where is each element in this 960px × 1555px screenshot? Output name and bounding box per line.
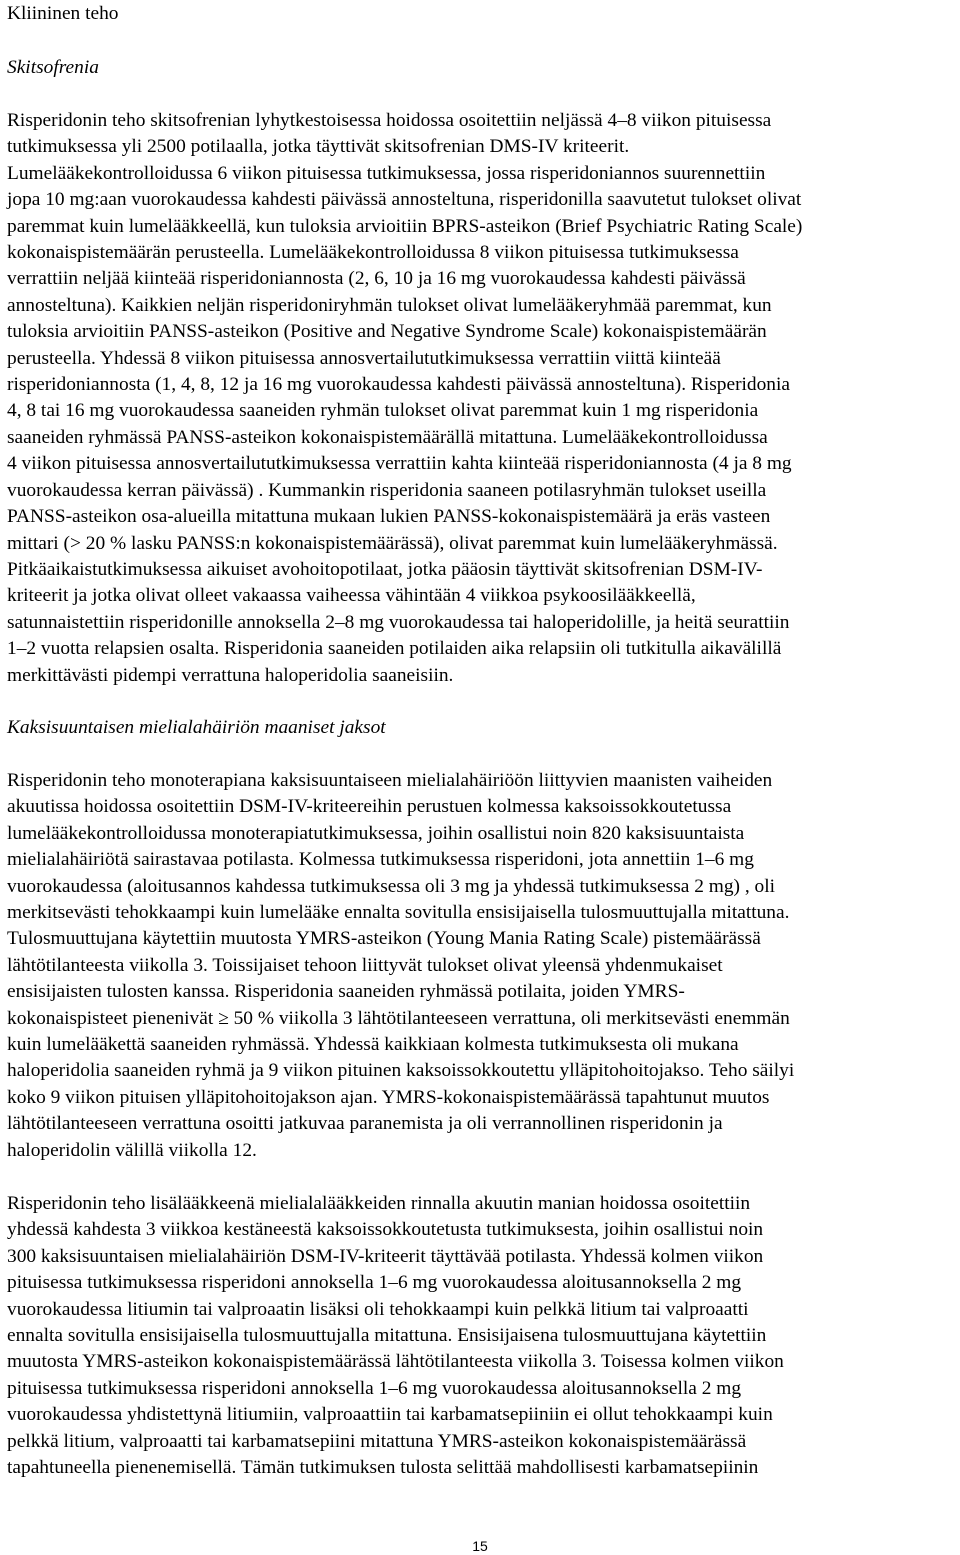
text-line: kriteerit ja jotka olivat olleet vakaassa vaiheessa vähintään 4 viikkoa psykoosilääkkeellä,	[7, 585, 696, 607]
text-line: tutkimuksessa yli 2500 potilaalla, jotka täyttivät skitsofrenian DMS-IV kriteerit.	[7, 136, 630, 158]
text-line: Pitkäaikaistutkimuksessa aikuiset avohoitopotilaat, jotka pääosin täyttivät skitsofrenian DSM-IV-	[7, 558, 763, 580]
text-line: 4 viikon pituisessa annosvertailututkimuksessa verrattiin kahta kiinteää risperidoniannosta (4 ja 8 mg	[7, 453, 792, 475]
text-line: haloperidolin välillä viikolla 12.	[7, 1139, 257, 1161]
text-line: Tulosmuuttujana käytettiin muutosta YMRS-asteikon (Young Mania Rating Scale) pistemäärässä	[7, 928, 761, 950]
text-line: kokonaispistemäärän perusteella. Lumelääkekontrolloidussa 8 viikon pituisessa tutkimuksessa	[7, 242, 739, 264]
page-title: Kliininen teho	[7, 3, 119, 24]
text-line: perusteella. Yhdessä 8 viikon pituisessa annosvertailututkimuksessa verrattiin viittä kiinteää	[7, 347, 721, 369]
text-line: yhdessä kahdesta 3 viikkoa kestäneestä kaksoissokkoutetusta tutkimuksesta, joihin osallistui noin	[7, 1219, 764, 1241]
text-line: lähtötilanteesta viikolla 3. Toissijaiset tehoon liittyvät tulokset olivat yleensä yhdenmukaiset	[7, 954, 723, 976]
text-line: tapahtuneella pienenemisellä. Tämän tutkimuksen tulosta selittää mahdollisesti karbamatsepiinin	[7, 1457, 759, 1479]
text-line: PANSS-asteikon osa-alueilla mitattuna mukaan lukien PANSS-kokonaispistemäärä ja eräs vasteen	[7, 506, 771, 528]
text-line: verrattiin neljää kiinteää risperidoniannosta (2, 6, 10 ja 16 mg vuorokaudessa kahdesti päivässä	[7, 268, 746, 290]
text-line: 300 kaksisuuntaisen mielialahäiriön DSM-IV-kriteerit täyttävää potilasta. Yhdessä kolmen viikon	[7, 1245, 764, 1267]
text-line: mittari (> 20 % lasku PANSS:n kokonaispistemäärässä), olivat paremmat kuin lumelääkeryhmässä.	[7, 532, 778, 554]
text-line: tuloksia arvioitiin PANSS-asteikon (Positive and Negative Syndrome Scale) kokonaispistemäärän	[7, 321, 767, 343]
text-line: 4, 8 tai 16 mg vuorokaudessa saaneiden ryhmän tulokset olivat paremmat kuin 1 mg risperidonia	[7, 400, 759, 422]
page-number: 15	[472, 1538, 488, 1554]
text-line: vuorokaudessa yhdistettynä litiumiin, valproaattiin tai karbamatsepiiniin ei ollut tehokkaampi kuin	[7, 1404, 773, 1426]
paragraph-schizophrenia	[7, 108, 955, 689]
text-line: pituisessa tutkimuksessa risperidoni annoksella 1–6 mg vuorokaudessa aloitusannoksella 2 mg	[7, 1272, 742, 1294]
text-line: mielialahäiriötä sairastavaa potilasta. Kolmessa tutkimuksessa risperidoni, jota annettiin 1–6 mg	[7, 849, 754, 871]
text-line: Risperidonin teho monoterapiana kaksisuuntaiseen mielialahäiriöön liittyvien maanisten vaiheiden	[7, 769, 773, 791]
text-line: vuorokaudessa litiumin tai valproaatin lisäksi oli tehokkaampi kuin pelkkä litium tai valproaatti	[7, 1298, 749, 1320]
text-line: kokonaispisteet pienenivät ≥ 50 % viikolla 3 lähtötilanteeseen verrattuna, oli merkitsevästi enemmän	[7, 1007, 790, 1029]
text-line: 1–2 vuotta relapsien osalta. Risperidonia saaneiden potilaiden aika relapsiin oli tutkitulla aikavälillä	[7, 638, 782, 660]
text-line: merkitsevästi tehokkaampi kuin lumelääke ennalta sovitulla ensisijaisella tulosmuuttujalla mitattuna.	[7, 901, 790, 923]
text-line: Lumelääkekontrolloidussa 6 viikon pituisessa tutkimuksessa, jossa risperidoniannos suurennettiin	[7, 162, 766, 184]
paragraph-bipolar-adjunct	[7, 1191, 955, 1481]
text-line: saaneiden ryhmässä PANSS-asteikon kokonaispistemäärällä mitattuna. Lumelääkekontrolloidussa	[7, 426, 768, 448]
text-line: lumelääkekontrolloidussa monoterapiatutkimuksessa, joihin osallistui noin 820 kaksisuuntaista	[7, 822, 745, 844]
text-line: pituisessa tutkimuksessa risperidoni annoksella 1–6 mg vuorokaudessa aloitusannoksella 2 mg	[7, 1377, 742, 1399]
text-line: merkittävästi pidempi verrattuna haloperidolia saaneisiin.	[7, 664, 454, 686]
paragraph-bipolar-monotherapy	[7, 768, 955, 1164]
text-line: paremmat kuin lumelääkkeellä, kun tuloksia arvioitiin BPRS-asteikon (Brief Psychiatric Rating Scale)	[7, 215, 803, 237]
document-page	[7, 0, 955, 1482]
text-line: risperidoniannosta (1, 4, 8, 12 ja 16 mg vuorokaudessa kahdesti päivässä annosteltuna). Risperidonia	[7, 374, 791, 396]
text-line: vuorokaudessa (aloitusannos kahdessa tutkimuksessa oli 3 mg ja yhdessä tutkimuksessa 2 mg) , oli	[7, 875, 775, 897]
text-line: ennalta sovitulla ensisijaisella tulosmuuttujalla mitattuna. Ensisijaisena tulosmuuttujana käytettiin	[7, 1325, 767, 1347]
text-line: jopa 10 mg:aan vuorokaudessa kahdesti päivässä annosteltuna, risperidonilla saavutetut tulokset olivat	[7, 189, 802, 211]
text-line: kuin lumelääkettä saaneiden ryhmässä. Yhdessä kaikkiaan kolmesta tutkimuksesta oli mukana	[7, 1034, 739, 1055]
text-line: lähtötilanteeseen verrattuna osoitti jatkuvaa paranemista ja oli verrannollinen risperidonin ja	[7, 1113, 723, 1135]
text-line: Risperidonin teho skitsofrenian lyhytkestoisessa hoidossa osoitettiin neljässä 4–8 viikon pituisessa	[7, 110, 772, 131]
text-line: satunnaistettiin risperidonille annoksella 2–8 mg vuorokaudessa tai haloperidolille, ja heitä seurattiin	[7, 611, 790, 633]
text-line: akuutissa hoidossa osoitettiin DSM-IV-kriteereihin perustuen kolmessa kaksoissokkoutetussa	[7, 796, 732, 818]
text-line: pelkkä litium, valproaatti tai karbamatsepiini mitattuna YMRS-asteikon kokonaispistemäärässä	[7, 1430, 747, 1452]
text-line: muutosta YMRS-asteikon kokonaispistemäärässä lähtötilanteesta viikolla 3. Toisessa kolmen viikon	[7, 1351, 784, 1373]
text-line: annosteltuna). Kaikkien neljän risperidoniryhmän tulokset olivat lumelääkeryhmää paremmat, kun	[7, 294, 772, 316]
text-line: Risperidonin teho lisälääkkeenä mielialalääkkeiden rinnalla akuutin manian hoidossa osoitettiin	[7, 1193, 751, 1215]
section-title-schizophrenia: Skitsofrenia	[7, 57, 99, 78]
text-line: koko 9 viikon pituisen ylläpitohoitojakson ajan. YMRS-kokonaispistemäärässä tapahtunut muutos	[7, 1086, 770, 1108]
text-line: vuorokaudessa kerran päivässä) . Kummankin risperidonia saaneen potilasryhmän tulokset useilla	[7, 479, 767, 501]
text-line: haloperidolia saaneiden ryhmä ja 9 viikon pituinen kaksoissokkoutettu ylläpitohoitojakso. Teho säilyi	[7, 1060, 795, 1082]
text-line: ensisijaisten tulosten kanssa. Risperidonia saaneiden ryhmässä potilaita, joiden YMRS-	[7, 981, 685, 1003]
section-title-bipolar-mania: Kaksisuuntaisen mielialahäiriön maaniset jaksot	[7, 716, 386, 738]
